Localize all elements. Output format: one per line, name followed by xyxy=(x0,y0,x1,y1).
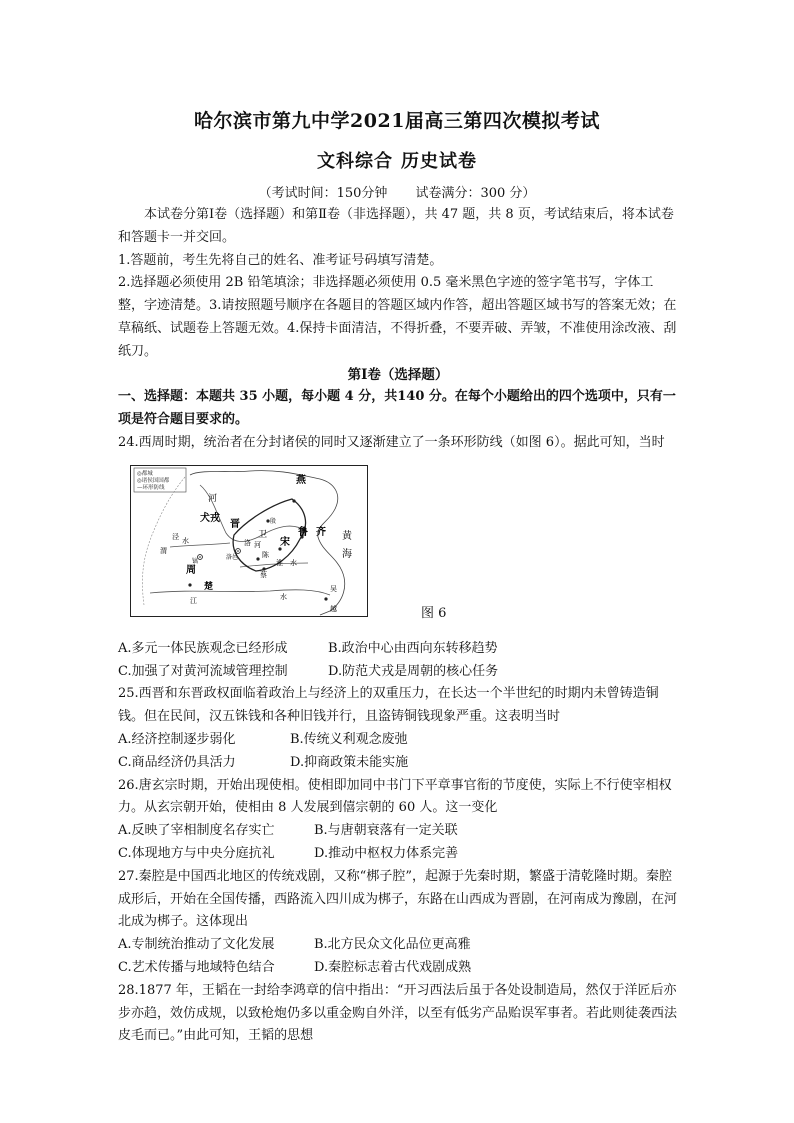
question-25-options-row2 xyxy=(118,752,678,775)
full-score: 试卷满分：300 分） xyxy=(415,186,536,201)
q25-option-a: A.经济控制逐步弱化 xyxy=(118,731,236,747)
question-27-options-row1 xyxy=(118,934,678,957)
question-28-stem: 28.1877 年，王韬在一封给李鸿章的信中指出：“开习西法后虽于各处设制造局，然仅于洋匠后亦步亦趋，效仿成规，以致枪炮仍多以重金购自外洋，以至有低劣产品贻误军事者。若此则徒袭西法皮毛而已。”由此可知，王韬的思想 xyxy=(118,982,678,1044)
q27-option-b: B.北方民众文化品位更高雅 xyxy=(314,937,471,953)
map-label-qi: 齐 xyxy=(316,526,326,538)
map-label-jing: 泾 xyxy=(172,532,179,541)
q25-option-b: B.传统义利观念废弛 xyxy=(290,731,408,747)
map-label-shui3: 水 xyxy=(280,592,287,601)
map-label-wu: 吴 xyxy=(330,584,337,593)
map-label-hai: 海 xyxy=(342,548,352,560)
map-label-zhou: 周 xyxy=(186,564,196,576)
legend-capital: ◎都城 xyxy=(137,470,153,477)
map-label-luo: 洛 xyxy=(244,538,251,547)
question-26-options-row2 xyxy=(118,843,678,866)
map-label-lu: 鲁 xyxy=(298,526,308,538)
legend-vassal: ◎诸侯国国都 xyxy=(137,477,170,484)
q25-option-c: C.商品经济仍具活力 xyxy=(118,754,236,770)
map-figure xyxy=(130,465,368,617)
question-25-options-row1 xyxy=(118,729,678,752)
map-label-yan: 燕 xyxy=(296,474,306,486)
map-label-he: 河 xyxy=(208,493,218,504)
figure-caption: 图 6 xyxy=(421,605,447,621)
exam-meta xyxy=(0,182,794,201)
map-label-yin: 殷 xyxy=(270,517,277,525)
map-label-quanrong: 犬戎 xyxy=(200,512,220,524)
q27-option-d: D.秦腔标志着古代戏剧成熟 xyxy=(314,959,472,975)
map-label-chu: 楚 xyxy=(204,581,214,592)
exam-body xyxy=(118,204,678,1048)
question-26-stem: 26.唐玄宗时期，开始出现使相。使相即加同中书门下平章事官衔的节度使，实际上不行使宰相权力。从玄宗朝开始，使相由 8 人发展到僖宗朝的 60 人。这一变化 xyxy=(118,777,672,816)
map-label-chen: 陈 xyxy=(262,550,269,559)
map-label-huang: 黄 xyxy=(342,530,352,542)
q24-option-b: B.政治中心由西向东转移趋势 xyxy=(328,640,498,656)
map-label-jiang: 江 xyxy=(190,596,197,605)
map-label-jin: 晋 xyxy=(230,518,240,530)
map-label-cai: 蔡 xyxy=(260,570,267,579)
map-label-hao: 镐 xyxy=(192,557,199,565)
map-label-shui1: 水 xyxy=(182,536,189,545)
q27-option-c: C.艺术传播与地域特色结合 xyxy=(118,959,275,975)
intro-paragraph: 本试卷分第Ⅰ卷（选择题）和第Ⅱ卷（非选择题），共 47 题，共 8 页，考试结束后，将本试卷和答题卡一并交回。 xyxy=(118,207,674,245)
q24-option-d: D.防范犬戎是周朝的核心任务 xyxy=(328,663,499,679)
section-directions: 一、选择题：本题共 35 小题，每小题 4 分，共140 分。在每个小题给出的四个选项中，只有一项是符合题目要求的。 xyxy=(118,389,676,428)
question-24-stem: 24.西周时期，统治者在分封诸侯的同时又逐渐建立了一条环形防线（如图 6）。据此可知，当时 xyxy=(118,434,665,450)
exam-title: 哈尔滨市第九中学2021届高三第四次模拟考试 xyxy=(194,110,600,132)
question-27-stem: 27.秦腔是中国西北地区的传统戏剧，又称“梆子腔”，起源于先秦时期，繁盛于清乾隆时期。秦腔成形后，开始在全国传播，西路流入四川成为梆子，东路在山西成为晋剧，在河南成为豫剧，在河北成为梆子。这体现出 xyxy=(118,868,678,930)
q26-option-c: C.体现地方与中央分庭抗礼 xyxy=(118,845,275,861)
subtitle-subject: 文科综合 xyxy=(317,151,393,172)
q26-option-b: B.与唐朝衰落有一定关联 xyxy=(314,823,458,839)
question-27-options-row2 xyxy=(118,957,678,980)
question-26-options-row1 xyxy=(118,820,678,843)
q26-option-a: A.反映了宰相制度名存实亡 xyxy=(118,823,275,839)
q25-option-d: D.抑商政策未能实施 xyxy=(290,754,409,770)
map-label-song: 宋 xyxy=(280,536,290,548)
legend-defense-line: —环形防线 xyxy=(137,484,165,491)
exam-time: （考试时间：150分钟 xyxy=(258,186,388,201)
question-24-options-row1 xyxy=(118,638,678,661)
rule-1: 1.答题前，考生先将自己的姓名、准考证号码填写清楚。 xyxy=(118,252,443,268)
q24-option-c: C.加强了对黄河流域管理控制 xyxy=(118,663,288,679)
q27-option-a: A.专制统治推动了文化发展 xyxy=(118,937,275,953)
rule-2: 2.选择题必须使用 2B 铅笔填涂；非选择题必须使用 0.5 毫米黑色字迹的签字笔书写，字体工整，字迹清楚。3.请按照题号顺序在各题目的答题区域内作答，超出答题区域书写的答案无效；在草稿纸、试题卷上答题无效。4.保持卡面清洁，不得折叠，不要弄破、弄皱，不准使用涂改液、刮纸刀。 xyxy=(118,275,677,359)
map-label-wei: 卫 xyxy=(258,529,268,540)
map-label-huai: 淮 xyxy=(276,558,283,567)
map-label-shui2: 水 xyxy=(290,558,297,567)
map-label-wei-river: 渭 xyxy=(160,546,167,555)
map-label-yue: 越 xyxy=(330,604,337,613)
figure-6 xyxy=(118,455,678,638)
map-label-luoyi: 洛邑 xyxy=(226,553,239,561)
subtitle-paper: 历史试卷 xyxy=(401,151,477,172)
q26-option-d: D.推动中枢权力体系完善 xyxy=(314,845,459,861)
section-heading: 第Ⅰ卷（选择题） xyxy=(347,366,449,383)
q24-option-a: A.多元一体民族观念已经形成 xyxy=(118,640,288,656)
question-24-options-row2 xyxy=(118,661,678,684)
question-25-stem: 25.西晋和东晋政权面临着政治上与经济上的双重压力，在长达一个半世纪的时期内未曾铸造铜钱。但在民间，汉五铢钱和各种旧钱并行，且盗铸铜钱现象严重。这表明当时 xyxy=(118,686,659,725)
exam-subtitle xyxy=(0,147,794,173)
map-label-he2: 河 xyxy=(254,540,261,549)
